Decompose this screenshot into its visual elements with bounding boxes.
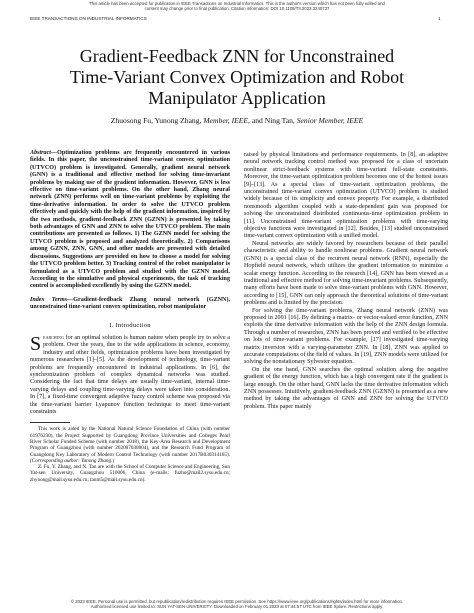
intro-smallcaps: earching	[43, 334, 64, 341]
corresponding-author: (Corresponding author: Yunong Zhang.)	[30, 457, 115, 464]
title-line: Gradient-Feedback ZNN for Unconstrained	[79, 46, 395, 66]
body-paragraph: raised by physical limitations and performance requirements. In [8], an adaptive neural network tracking control method was proposed for a class of uncertain nonlinear strict-feedback systems with time-variant full-state constraints. Moreover, the time-variant optimization problem becomes one of the hottest issues [9]–[13]. As a special class of time-variant optimization problems, the unconstrained time-variant convex optimization (UTVCO) problem is studied widely because of its simplicity and convex property. For example, a distributed nonsmooth algorithm coupled with a state-dependent gain was proposed for solving the unconstrained distributed continuous-time optimization problem in [11]. Unconstrained time-variant optimization problems with time-varying objective functions were investigated in [12]. Besides, [13] studied unconstrained time-variant convex optimization with a unified model.	[244, 152, 448, 240]
banner-line: content may change prior to final publication. Citation information: DOI 10.1109/TII.2023.3240737	[144, 6, 330, 12]
page-number: 1	[438, 16, 441, 21]
body-paragraph: For solving the time-variant problems, Zhang neural network (ZNN) was proposed in 2001 [16]. By defining a matrix- or vector-valued error function, ZNN exploits the time derivative information with the help of the ZNN design formula. Through a number of researches, ZNN has been proved and verified to be effective on lots of time-variant problems. For example, [17] investigated time-varying matrix inversion with a varying-parameter ZNN. In [18], ZNN was applied to accurate computations of the field of values. In [19], ZNN models were utilized for solving the nonstationary Sylvester equation.	[244, 307, 448, 366]
author-name: , and Ning Tan,	[248, 116, 295, 125]
journal-running-head: IEEE TRANSACTIONS ON INDUSTRIAL INFORMATICS	[30, 16, 147, 21]
abstract-text: —Optimization problems are frequently encountered in various fields. In this paper, the unconstrained time-variant convex optimization (UTVCO) problem is investigated. Generally, gradient neural network (GNN) is a traditional and effective method for solving time-invariant problems by making use of the gradient information. However, GNN is less effective on time-variant problems. On the other hand, Zhang neural network (ZNN) performs well on time-variant problems by exploiting the time-derivative information. In order to solve the UTVCO problem effectively and quickly with the help of the gradient information, inspired by the two methods, gradient-feedback ZNN (GZNN) is presented by taking both advantages of GNN and ZNN to solve the UTVCO problem. The main contributions are presented as follows. 1) The GZNN model for solving the UTVCO problem is proposed and analyzed theoretically. 2) Comparisons among GZNN, ZNN, GNN, and other models are presented with detailed discussions. Suggestions are provided on how to choose a model for solving the UTVCO problem better. 3) Tracking control of the robot manipulator is formulated as a UTVCO problem and studied with the GZNN model. According to the simulative and physical experiments, the task of tracking control is accomplished excellently by using the GZNN model.	[30, 150, 230, 290]
left-column	[30, 150, 230, 483]
funding-footnote	[30, 426, 230, 464]
author-membership: Senior Member, IEEE	[296, 116, 364, 125]
body-paragraph: On the one hand, GNN searches the optimal solution along the negative gradient of the energy function, which has a high convergent rate if the gradient is large enough. On the other hand, GNN lacks the time derivative information which ZNN possesses. Intuitively, gradient-feedback ZNN (GZNN) is presented as a new method by taking the advantages of GNN and ZNN for solving the UTVCO problem. This paper mainly	[244, 366, 448, 410]
acceptance-banner	[0, 1, 474, 11]
abstract-label: Abstract	[30, 150, 51, 156]
intro-paragraph	[30, 332, 230, 416]
drop-cap: S	[30, 332, 42, 355]
affiliation-footnote: Z. Fu, Y. Zhang, and N. Tan are with the School of Computer Science and Engineering, Sun Yat-sen University, Guangzhou 510006, China (e-mails: fuzho@mail2.sysu.edu.cn; zhynong@mail.sysu.edu.cn; tanm5@mail.sysu.edu.cn).	[30, 464, 230, 483]
footnote-divider	[30, 422, 70, 423]
index-terms-text: —Gradient-feedback Zhang neural network (GZNN), unconstrained time-variant convex optimization, robot manipulator	[30, 296, 230, 311]
author-name: Zhuosong Fu, Yunong Zhang,	[110, 116, 202, 125]
title-line: Manipulator Application	[148, 88, 326, 108]
author-list	[0, 116, 474, 125]
index-terms-label: Index Terms	[30, 296, 68, 303]
banner-line: Authorized licensed use limited to: SUN YAT-SEN UNIVERSITY. Downloaded on February 01,2023 at 07:44:57 UTC from IEEE Xplore. Restrictions apply.	[90, 604, 384, 610]
banner-line: This article has been accepted for publication in IEEE Transactions on Industrial Informatics. This is the author's version which has not been fully edited and	[89, 1, 385, 6]
abstract	[30, 150, 230, 291]
banner-line: © 2023 IEEE. Personal use is permitted, but republication/redistribution requires IEEE permission. See https://www.ieee.org/publications/rights/index.html for more information.	[70, 599, 404, 604]
index-terms	[30, 297, 230, 312]
paper-title	[0, 46, 474, 109]
copyright-banner	[0, 599, 474, 609]
title-line: Time-Variant Convex Optimization and Robot	[69, 67, 405, 87]
body-paragraph: Neural networks are widely favored by researchers because of their parallel characteristic and ability to handle nonlinear problems. Gradient neural network (GNN) is a special class of the recurrent neural network (RNN), especially the Hopfield neural network, which utilizes the gradient information to minimize a scalar energy function. According to the research [14], GNN has been viewed as a traditional and effective method for solving time-invariant problems. Subsequently, many efforts have been made to solve time-variant problems with GNN. However, according to [15], GNN can only approach the theoretical solutions of time-variant problems and is limited by the precision.	[244, 240, 448, 307]
author-membership: Member, IEEE	[203, 116, 249, 125]
intro-text: for an optimal solution is human nature when people try to solve a problem. Over the years, due to the wide applications in science, economy, industry and other fields, optimization problems have been investigated by numerous researchers [1]–[5]. As the development of technology, time-variant problems are frequently encountered in industrial applications. In [6], the synchronization problem of complex dynamical networks was studied. Considering the fact that time delays are usually time-variant, internal time-varying delays and coupling time-varying delays were taken into consideration. In [7], a fixed-time convergent adaptive fuzzy control scheme was proposed via the time-variant barrier Lyapunov function technique to meet time-variant constraints	[30, 334, 230, 415]
section-heading: I. Introduction	[109, 321, 151, 329]
funding-text: This work is aided by the National Natural Science Foundation of China (with number 61976230), the Project Supported by Guangdong Province Universities and Colleges Pearl River Scholar Funded Scheme (with number 2018), the Key-Area Research and Development Program of Guangzhou (with number 202007030004), and the Research Fund Program of Guangdong Key Laboratory of Modern Control Technology (with number 2017B030314165).	[30, 426, 230, 458]
right-column	[244, 152, 448, 411]
